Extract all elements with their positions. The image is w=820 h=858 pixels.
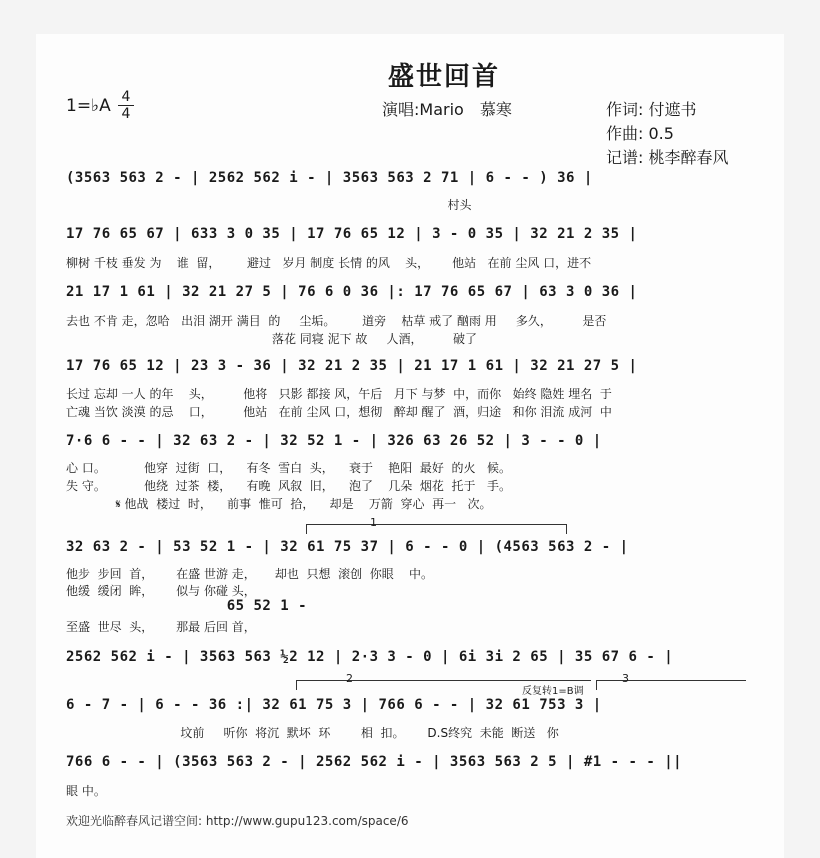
song-title: 盛世回首	[388, 62, 501, 92]
lyric-line-3b: 落花 同寝 泥下 故 人酒， 破了	[66, 332, 478, 346]
notation-line-6-alt: 65 52 1 -	[66, 598, 308, 614]
lyric-line-3a: 去也 不肯 走，忽哈 出泪 湖开 满目 的 尘垢。 道旁 枯草 戒了 酗雨 用 多久， 是否	[66, 314, 607, 328]
transcriber-credit: 记谱: 桃李醉春风	[606, 148, 729, 167]
meter-bottom: 4	[121, 106, 131, 122]
lyric-line-6b: 他缓 缓闭 眸， 似与 你碰 头，	[66, 584, 256, 598]
notation-line-2: 17 76 65 67 | 633 3 0 35 | 17 76 65 12 | 3 - 0 35 | 32 21 2 35 |	[66, 226, 638, 242]
lyric-line-7a: 至盛 世尽 头， 那最 后回 首，	[66, 620, 256, 634]
repeat-instruction: 反复转1=B调	[522, 686, 584, 697]
notation-line-6: 32 63 2 - | 53 52 1 - | 32 61 75 37 | 6 - - 0 | (4563 563 2 - |	[66, 539, 629, 555]
lyric-line-4b: 亡魂 当饮 淡漠 的忌 口， 他站 在前 尘风 口，想彻 醉却 醒了 酒，归途 和你 泪流 成河 中	[66, 405, 612, 419]
volta-1-number: 1	[370, 516, 377, 529]
volta-3-bracket	[596, 680, 746, 681]
volta-1-bracket	[306, 524, 566, 525]
lyricist-credit: 作词: 付遮书	[606, 100, 697, 119]
lyric-line-1a: 村头	[66, 198, 472, 212]
key-signature: 1=♭A	[66, 96, 111, 116]
notation-line-7: 2562 562 i - | 3563 563 ½2 12 | 2·3 3 - 0 | 6i 3i 2 65 | 35 67 6 - |	[66, 649, 674, 665]
volta-1-right-tick	[566, 524, 567, 534]
volta-2-left-tick	[296, 680, 297, 690]
footer-credit: 欢迎光临醉春风记谱空间: http://www.gupu123.com/space/6	[66, 814, 409, 828]
lyric-line-5c: 𝄋 他战 楼过 时， 前事 惟可 拾， 却是 万箭 穿心 再一 次。	[66, 497, 492, 511]
lyric-line-2a: 柳树 千枝 垂发 为 谁 留， 避过 岁月 制度 长情 的风 头， 他站 在前 尘风 口，进不	[66, 256, 592, 270]
composer-credit: 作曲: 0.5	[606, 124, 674, 143]
time-signature	[118, 90, 134, 121]
lyric-line-5a: 心 口。 他穿 过街 口， 有冬 雪白 头， 衰于 艳阳 最好 的火 候。	[66, 461, 511, 475]
volta-2-bracket	[296, 680, 591, 681]
volta-3-number: 3	[622, 672, 629, 685]
notation-line-3: 21 17 1 61 | 32 21 27 5 | 76 6 0 36 |: 17 76 65 67 | 63 3 0 36 |	[66, 284, 638, 300]
lyric-line-8a: 坟前 听你 将沉 默坏 环 相 扣。 D.S终究 未能 断送 你	[66, 726, 559, 740]
lyric-line-6a: 他步 步回 首， 在盛 世游 走， 却也 只想 滚创 你眼 中。	[66, 567, 433, 581]
lyric-line-4a: 长过 忘却 一人 的年 头， 他将 只影 都接 风，午后 月下 与梦 中，而你 始终 隐姓 埋名 于	[66, 387, 612, 401]
notation-line-1: (3563 563 2 - | 2562 562 i - | 3563 563 2 71 | 6 - - ) 36 |	[66, 170, 593, 186]
singer-credit: 演唱:Mario 慕寒	[382, 100, 512, 119]
notation-line-5: 7·6 6 - - | 32 63 2 - | 32 52 1 - | 326 63 26 52 | 3 - - 0 |	[66, 433, 602, 449]
lyric-line-5b: 失 守。 他绕 过茶 楼， 有晚 风叙 旧， 泡了 几朵 烟花 托于 手。	[66, 479, 511, 493]
volta-1-left-tick	[306, 524, 307, 534]
volta-3-left-tick	[596, 680, 597, 690]
volta-2-number: 2	[346, 672, 353, 685]
notation-line-8: 6 - 7 - | 6 - - 36 :| 32 61 75 3 | 766 6 - - | 32 61 753 3 |	[66, 697, 602, 713]
notation-line-4: 17 76 65 12 | 23 3 - 36 | 32 21 2 35 | 21 17 1 61 | 32 21 27 5 |	[66, 358, 638, 374]
meter-top: 4	[121, 89, 131, 105]
lyric-line-9a: 眼 中。	[66, 784, 106, 798]
notation-line-9: 766 6 - - | (3563 563 2 - | 2562 562 i - | 3563 563 2 5 | #1 - - - ||	[66, 754, 683, 770]
